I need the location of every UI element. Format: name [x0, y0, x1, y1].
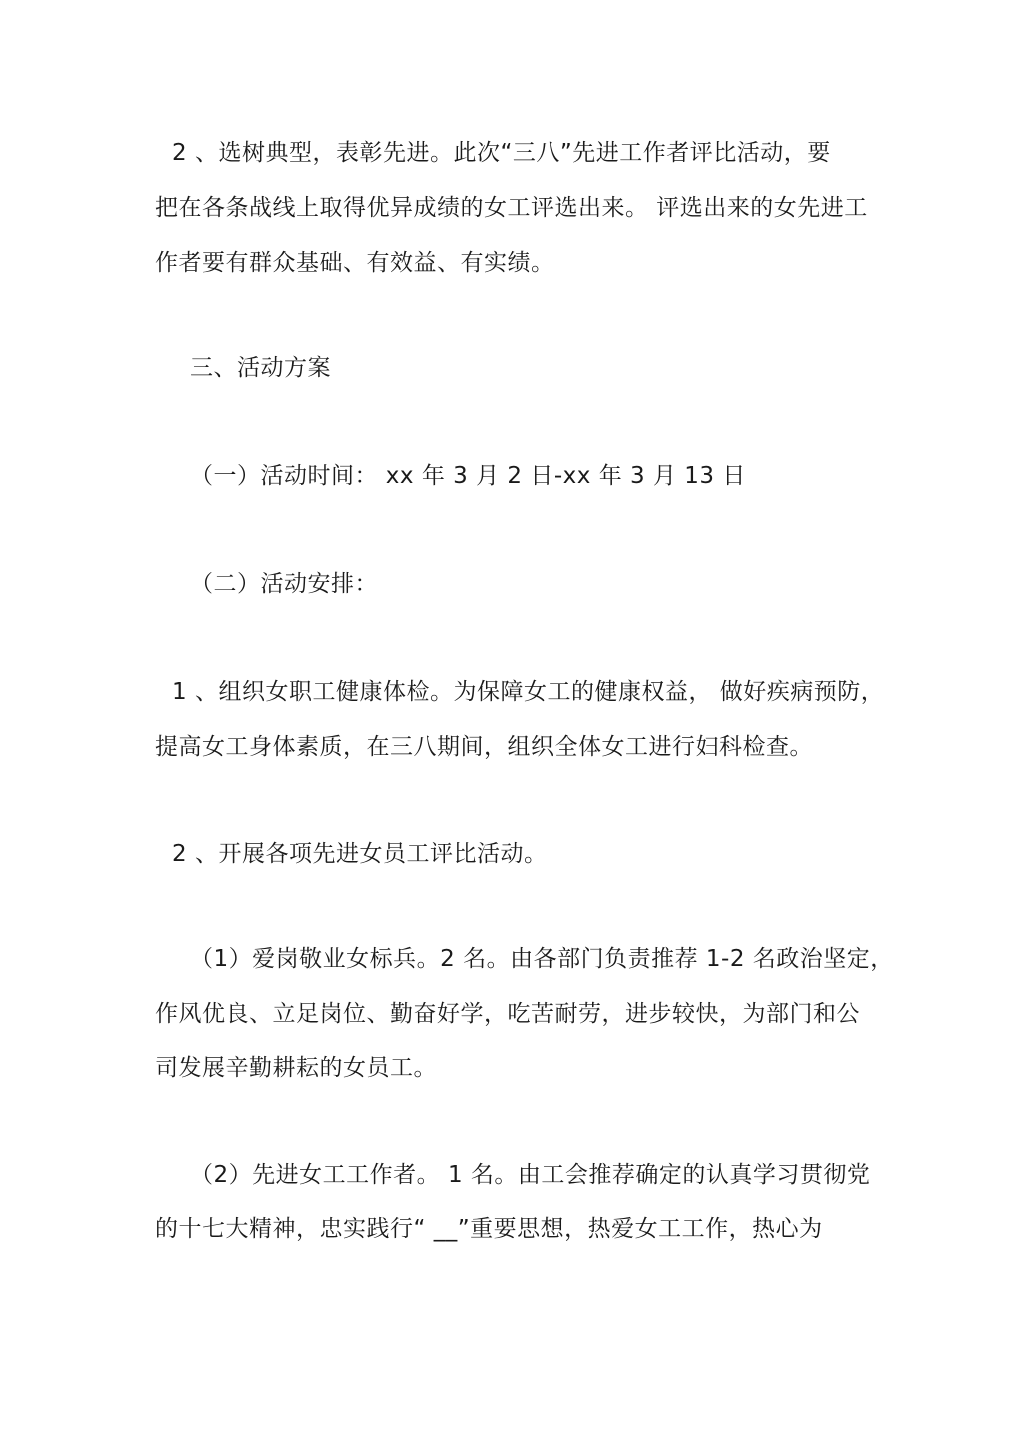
- paragraph-line: 1 、组织女职工健康体检。为保障女工的健康权益， 做好疾病预防，: [172, 679, 885, 705]
- paragraph-line: 作者要有群众基础、有效益、有实绩。: [155, 250, 555, 276]
- paragraph-line: 的十七大精神，忠实践行“ __”重要思想，热爱女工工作，热心为: [155, 1216, 823, 1242]
- paragraph-line: 2 、选树典型，表彰先进。此次“三八”先进工作者评比活动，要: [172, 140, 831, 166]
- paragraph-line: （1）爱岗敬业女标兵。2 名。由各部门负责推荐 1-2 名政治坚定，: [190, 946, 894, 972]
- paragraph-line: 作风优良、立足岗位、勤奋好学，吃苦耐劳，进步较快，为部门和公: [155, 1001, 860, 1027]
- paragraph-line: 提高女工身体素质，在三八期间，组织全体女工进行妇科检查。: [155, 734, 813, 760]
- paragraph-line: （2）先进女工工作者。 1 名。由工会推荐确定的认真学习贯彻党: [190, 1162, 871, 1188]
- paragraph-line: 2 、开展各项先进女员工评比活动。: [172, 841, 548, 867]
- section-heading: 三、活动方案: [190, 355, 331, 381]
- paragraph-line: 司发展辛勤耕耘的女员工。: [155, 1055, 437, 1081]
- paragraph-line: 把在各条战线上取得优异成绩的女工评选出来。 评选出来的女先进工: [155, 195, 868, 221]
- subsection-heading: （一）活动时间： xx 年 3 月 2 日-xx 年 3 月 13 日: [190, 463, 746, 489]
- subsection-heading: （二）活动安排：: [190, 571, 378, 597]
